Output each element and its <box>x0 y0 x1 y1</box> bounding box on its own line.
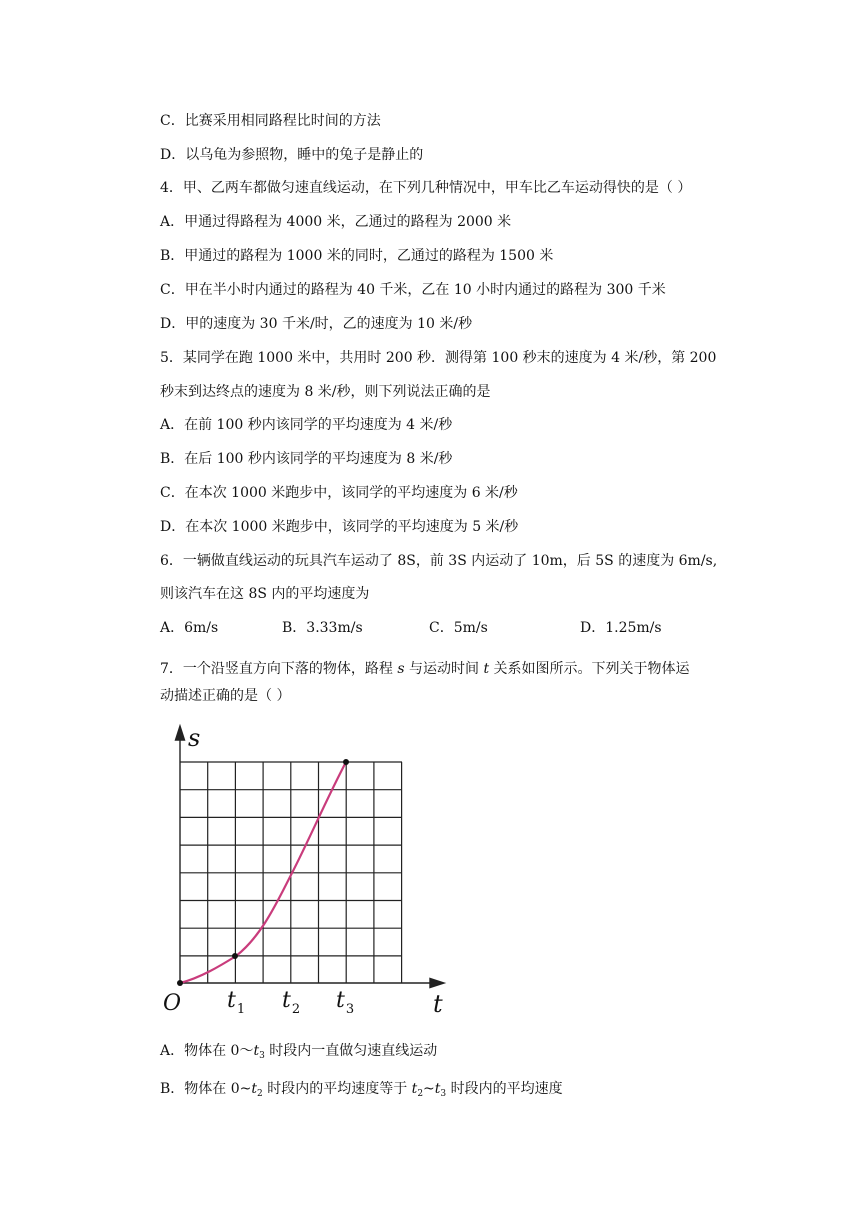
q7b-var: t <box>434 1081 441 1097</box>
q7-stem-part: 与运动时间 <box>404 661 484 677</box>
q7b-text: ~ <box>423 1081 435 1097</box>
q7b-var: t <box>251 1081 258 1097</box>
tick-t1: $t_1$ <box>227 988 246 1017</box>
t1-point <box>232 953 238 959</box>
q6-options <box>160 618 720 638</box>
q7-stem-line1 <box>160 659 690 679</box>
q7b-text: 时段内的平均速度 <box>446 1081 563 1097</box>
q6-stem-line1: 6．一辆做直线运动的玩具汽车运动了 8S，前 3S 内运动了 10m，后 5S 的速度为 6m/s, <box>160 553 718 569</box>
origin-label: O <box>163 991 182 1016</box>
q5-option-c: C．在本次 1000 米跑步中，该同学的平均速度为 6 米/秒 <box>160 485 518 501</box>
q7-stem-part: 关系如图所示。下列关于物体运 <box>489 661 690 677</box>
q3-option-c: C．比赛采用相同路程比时间的方法 <box>160 113 381 129</box>
tick-t2: $t_2$ <box>282 988 301 1017</box>
t3-point <box>343 759 349 765</box>
q6-option-c: C．5m/s <box>429 620 488 636</box>
origin-point <box>177 980 183 986</box>
q6-option-b: B．3.33m/s <box>282 620 363 636</box>
q4-option-a: A．甲通过得路程为 4000 米，乙通过的路程为 2000 米 <box>160 214 512 230</box>
q7-option-a <box>160 1041 437 1061</box>
q5-stem-line2: 秒末到达终点的速度为 8 米/秒，则下列说法正确的是 <box>160 384 491 400</box>
q5-option-d: D．在本次 1000 米跑步中，该同学的平均速度为 5 米/秒 <box>160 519 519 535</box>
graph-axes <box>176 726 445 988</box>
q7-option-b <box>160 1079 563 1099</box>
q7b-text: 时段内的平均速度等于 <box>262 1081 412 1097</box>
q7b-text: B．物体在 0~ <box>160 1081 252 1097</box>
q7a-sub: 3 <box>259 1051 265 1061</box>
q7a-var: t <box>253 1043 260 1059</box>
x-axis-arrow <box>430 979 444 988</box>
q5-stem-line1: 5．某同学在跑 1000 米中，共用时 200 秒．测得第 100 秒末的速度为 4 米/秒，第 200 <box>160 350 717 366</box>
q6-option-d: D．1.25m/s <box>580 620 662 636</box>
q5-option-a: A．在前 100 秒内该同学的平均速度为 4 米/秒 <box>160 417 453 433</box>
q7a-text: 时段内一直做匀速直线运动 <box>264 1043 438 1059</box>
q7a-text: A．物体在 0～ <box>160 1043 254 1059</box>
q3-option-d: D．以乌龟为参照物，睡中的兔子是静止的 <box>160 147 424 163</box>
q7-stem-part: 7．一个沿竖直方向下落的物体，路程 <box>160 661 398 677</box>
tick-t3: $t_3$ <box>336 988 355 1017</box>
q7b-sub: 3 <box>440 1089 447 1099</box>
y-axis-label: s <box>188 724 201 752</box>
q4-option-b: B．甲通过的路程为 1000 米的同时，乙通过的路程为 1500 米 <box>160 248 554 264</box>
q4-option-d: D．甲的速度为 30 千米/时，乙的速度为 10 米/秒 <box>160 316 473 332</box>
q7b-sub: 2 <box>257 1089 263 1099</box>
q7b-sub: 2 <box>417 1089 424 1099</box>
q7b-var: t <box>411 1081 418 1097</box>
s-t-curve <box>180 762 346 983</box>
graph-grid <box>180 762 402 983</box>
x-axis-label: t <box>433 990 443 1018</box>
q7-stem-line2: 动描述正确的是（ ） <box>160 688 291 704</box>
q6-stem-line2: 则该汽车在这 8S 内的平均速度为 <box>160 586 370 602</box>
q4-option-c: C．甲在半小时内通过的路程为 40 千米，乙在 10 小时内通过的路程为 300 千米 <box>160 282 666 298</box>
q7-var-s: s <box>397 661 405 677</box>
q6-option-a: A．6m/s <box>160 620 219 636</box>
y-axis-arrow <box>176 726 185 740</box>
q4-stem: 4．甲、乙两车都做匀速直线运动，在下列几种情况中，甲车比乙车运动得快的是（ ） <box>160 180 692 196</box>
q5-option-b: B．在后 100 秒内该同学的平均速度为 8 米/秒 <box>160 451 453 467</box>
q7-var-t: t <box>483 661 490 677</box>
